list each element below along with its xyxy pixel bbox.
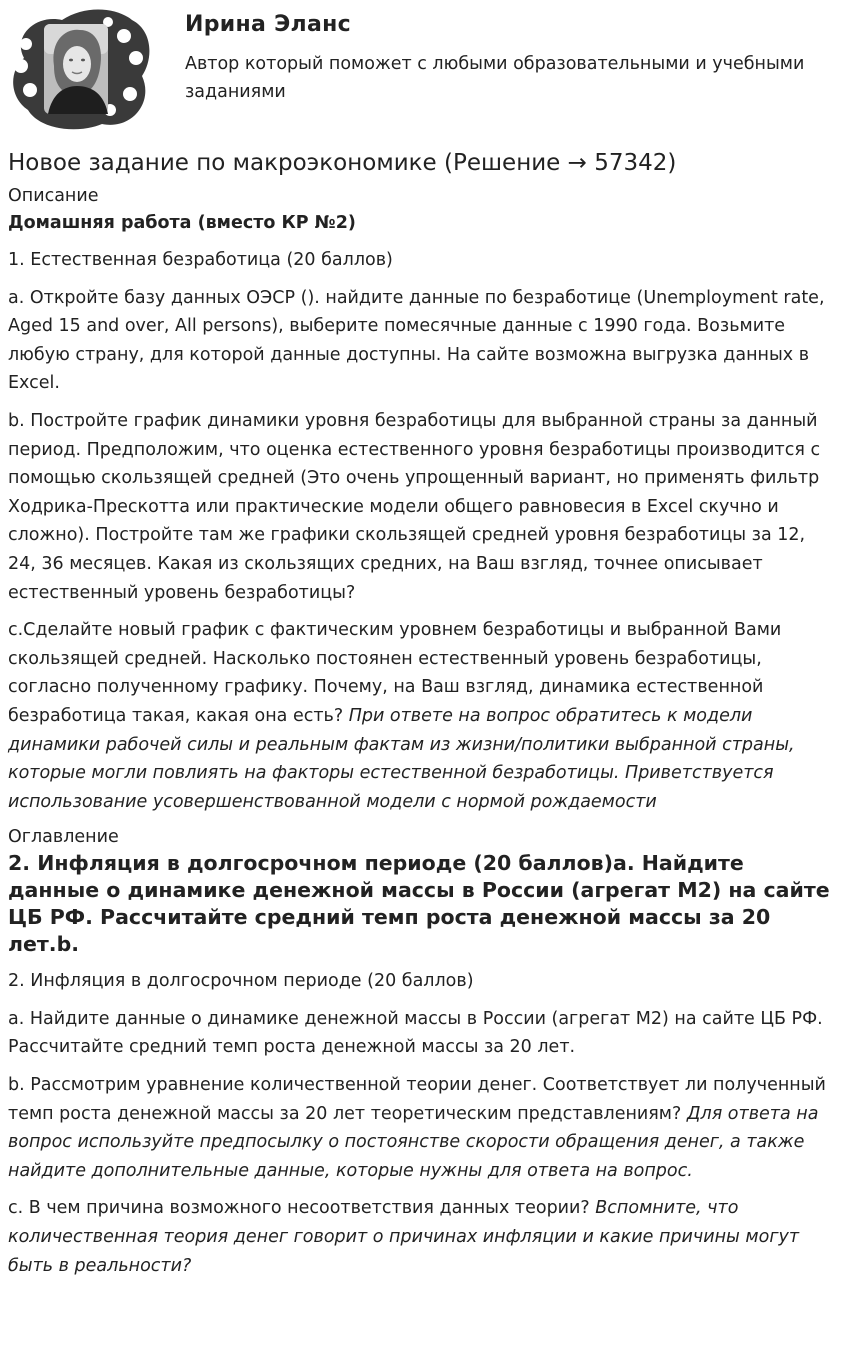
section1-item-c-hint: При ответе на вопрос обратитесь к модели динамики рабочей силы и реальным фактам из жизни/политики выбранной страны, которые могли повлиять на факторы естественной безработицы. Приветствуется использование усовершенствованной модели с нормой рождаемости (8, 705, 795, 812)
toc-heading: 2. Инфляция в долгосрочном периоде (20 баллов)a. Найдите данные о динамике денежной массы в России (агрегат М2) на сайте ЦБ РФ. Рассчитайте средний темп роста денежной массы за 20 лет.b. (8, 851, 830, 957)
section1-item-c-text: c.Сделайте новый график с фактическим уровнем безработицы и выбранной Вами скользящей средней. Насколько постоянен естественный уровень безработицы, согласно полученному графику. Почему, на Ваш взгляд, динамика естественной безработица такая, какая она есть? (8, 620, 782, 726)
section2-heading: 2. Инфляция в долгосрочном периоде (20 баллов) (8, 971, 474, 992)
section1-item-b: b. Постройте график динамики уровня безработицы для выбранной страны за данный период. Предположим, что оценка естественного уровня безработицы производится с помощью скользящей средней (Это очень упрощенный вариант, но применять фильтр Ходрика-Прескотта или практические модели общего равновесия в Excel скучно и сложно). Постройте там же графики скользящей средней уровня безработицы за 12, 24, 36 месяцев. Какая из скользящих средних, на Ваш взгляд, точнее описывает естественный уровень безработицы? (8, 410, 821, 603)
author-card (0, 0, 847, 135)
section1-heading: 1. Естественная безработица (20 баллов) (8, 250, 393, 270)
author-avatar[interactable] (6, 6, 152, 130)
section2-item-b (8, 1071, 836, 1185)
section2-item-c (8, 1194, 836, 1280)
page-title: Новое задание по макроэкономике (Решение → 57342) (8, 150, 677, 176)
description-label: Описание (8, 186, 99, 206)
section1-item-a: a. Откройте базу данных ОЭСР (). найдите данные по безработице (Unemployment rate, Aged 15 and over, All persons), выберите помесячные данные с 1990 года. Возьмите любую страну, для которой данные доступны. На сайте возможна выгрузка данных в Excel. (8, 287, 825, 394)
homework-subtitle: Домашняя работа (вместо КР №2) (8, 213, 356, 233)
section1-item-c (8, 616, 836, 816)
toc-label: Оглавление (8, 827, 119, 848)
section2-item-a: a. Найдите данные о динамике денежной массы в России (агрегат М2) на сайте ЦБ РФ. Рассчитайте средний темп роста денежной массы за 20 лет. (8, 1008, 823, 1058)
author-name[interactable]: Ирина Эланс (185, 12, 351, 37)
section2-item-c-hint: Вспомните, что количественная теория денег говорит о причинах инфляции и какие причины могут быть в реальности? (8, 1198, 800, 1276)
section2-item-c-text: c. В чем причина возможного несоответствия данных теории? (8, 1198, 596, 1219)
task-content (8, 146, 836, 1289)
section2-item-b-hint: Для ответа на вопрос используйте предпосылку о постоянстве скорости обращения денег, а также найдите дополнительные данные, которые нужны для ответа на вопрос. (8, 1103, 819, 1181)
section2-item-b-text: b. Рассмотрим уравнение количественной теории денег. Соответствует ли полученный темп роста денежной массы за 20 лет теоретическим представлениям? (8, 1075, 826, 1124)
author-description: Автор который поможет с любыми образовательными и учебными заданиями (185, 54, 805, 102)
